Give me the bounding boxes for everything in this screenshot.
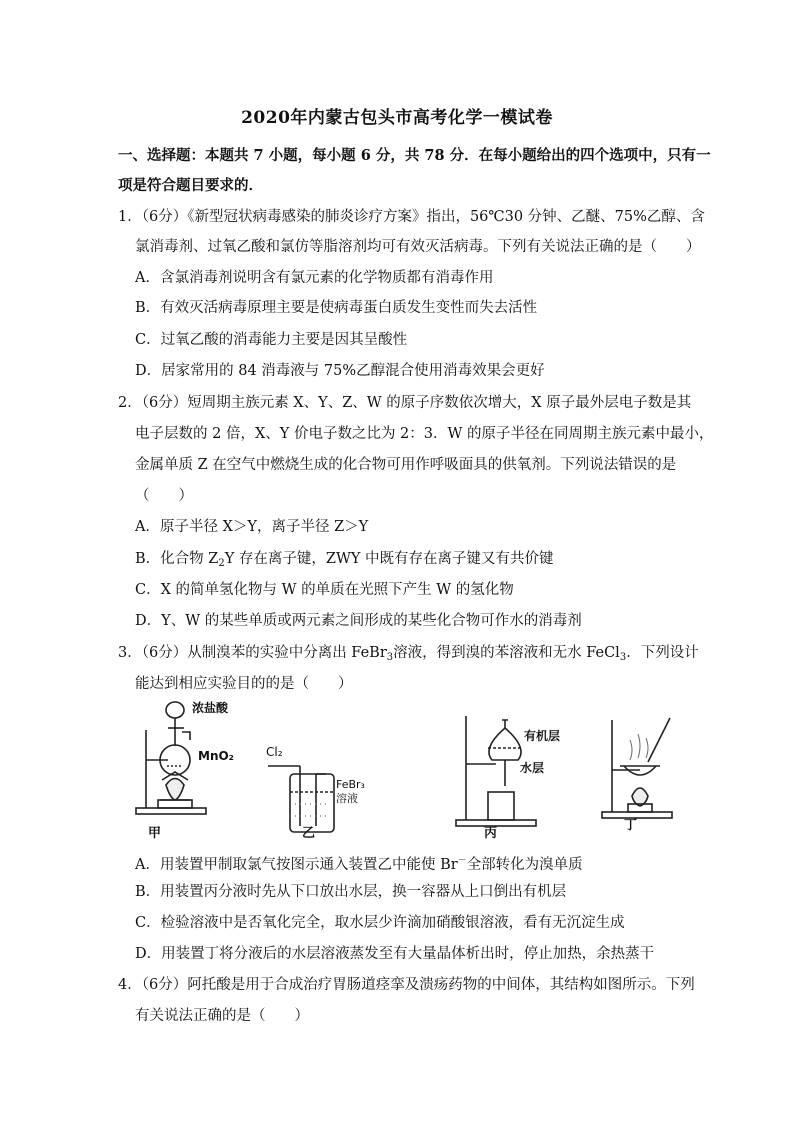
page-title: 2020年内蒙古包头市高考化学一模试卷 [241, 108, 553, 128]
q2-option-d: D．Y、W 的某些单质或两元素之间形成的某些化合物可作水的消毒剂 [135, 613, 582, 629]
apparatus-jia [136, 702, 206, 814]
q2-option-c: C．X 的简单氢化物与 W 的单质在光照下产生 W 的氢化物 [135, 582, 514, 598]
q1-option-b: B．有效灭活病毒原理主要是使病毒蛋白质发生变性而失去活性 [135, 300, 538, 316]
section-header-line2: 项是符合题目要求的． [118, 177, 263, 194]
figure-label-yi: 乙 [302, 826, 316, 841]
q2-option-b: B．化合物 $Z_2Y$ 存在离子键，ZWY 中既有存在离子键又有共价键 [135, 551, 554, 569]
label-mno2: MnO₂ [198, 749, 234, 763]
q1-option-d: D．居家常用的 84 消毒液与 75%乙醇混合使用消毒效果会更好 [135, 363, 545, 379]
q2-stem-line2: 电子层数的 2 倍，X、Y 价电子数之比为 2：3．W 的原子半径在同周期主族元素中最小， [135, 426, 714, 442]
apparatus-yi [268, 766, 334, 832]
q2-stem-line4: （ ） [135, 488, 193, 504]
q1-stem-line2: 氯消毒剂、过氧乙酸和氯仿等脂溶剂均可有效灭活病毒。下列有关说法正确的是（ ） [135, 239, 701, 255]
q3-option-c: C．检验溶液中是否氧化完全，取水层少许滴加硝酸银溶液，看有无沉淀生成 [135, 915, 625, 931]
q3-option-d: D．用装置丁将分液后的水层溶液蒸发至有大量晶体析出时，停止加热，余热蒸干 [135, 946, 655, 962]
q3-option-a: A．用装置甲制取氯气按图示通入装置乙中能使 Br－全部转化为溴单质 [135, 856, 583, 873]
q3-option-b: B．用装置丙分液时先从下口放出水层，换一容器从上口倒出有机层 [135, 884, 567, 900]
q1-option-a: A．含氯消毒剂说明含有氯元素的化学物质都有消毒作用 [135, 270, 494, 286]
apparatus-figure [130, 700, 690, 840]
q2-option-a: A．原子半径 X＞Y，离子半径 Z＞Y [135, 519, 369, 535]
label-solution: 溶液 [336, 792, 358, 805]
label-water-layer: 水层 [520, 761, 545, 775]
q1-stem-line1: 1．（6分）《新型冠状病毒感染的肺炎诊疗方案》指出，56℃30 分钟、乙醚、75%乙醇、含 [118, 209, 705, 225]
figure-label-jia: 甲 [148, 826, 162, 841]
q1-option-c: C．过氧乙酸的消毒能力主要是因其呈酸性 [135, 332, 408, 348]
label-cl2: Cl₂ [266, 745, 283, 759]
q2-stem-line3: 金属单质 Z 在空气中燃烧生成的化合物可用作呼吸面具的供氧剂。下列说法错误的是 [135, 457, 677, 473]
q4-stem-line2: 有关说法正确的是（ ） [135, 1008, 309, 1024]
q3-stem-line1: 3．（6分）从制溴苯的实验中分离出 FeBr$_3$溶液，得到溴的苯溶液和无水 FeCl$_3$．下列设计 [118, 645, 699, 663]
q2-stem-line1: 2．（6分）短周期主族元素 X、Y、Z、W 的原子序数依次增大，X 原子最外层电子数是其 [118, 395, 692, 411]
label-febr3: FeBr₃ [336, 778, 365, 791]
figure-label-bing: 丙 [484, 826, 498, 841]
section-header-line1: 一、选择题：本题共 7 小题，每小题 6 分，共 78 分．在每小题给出的四个选项中，只有一 [118, 147, 711, 164]
apparatus-ding [602, 718, 672, 818]
label-organic-layer: 有机层 [524, 729, 561, 743]
q4-stem-line1: 4．（6分）阿托酸是用于合成治疗胃肠道痉挛及溃疡药物的中间体，其结构如图所示。下列 [118, 977, 695, 993]
apparatus-drawing [130, 700, 690, 840]
label-hcl: 浓盐酸 [192, 701, 229, 715]
figure-label-ding: 丁 [624, 818, 638, 833]
q3-stem-line2: 能达到相应实验目的的是（ ） [135, 676, 353, 692]
